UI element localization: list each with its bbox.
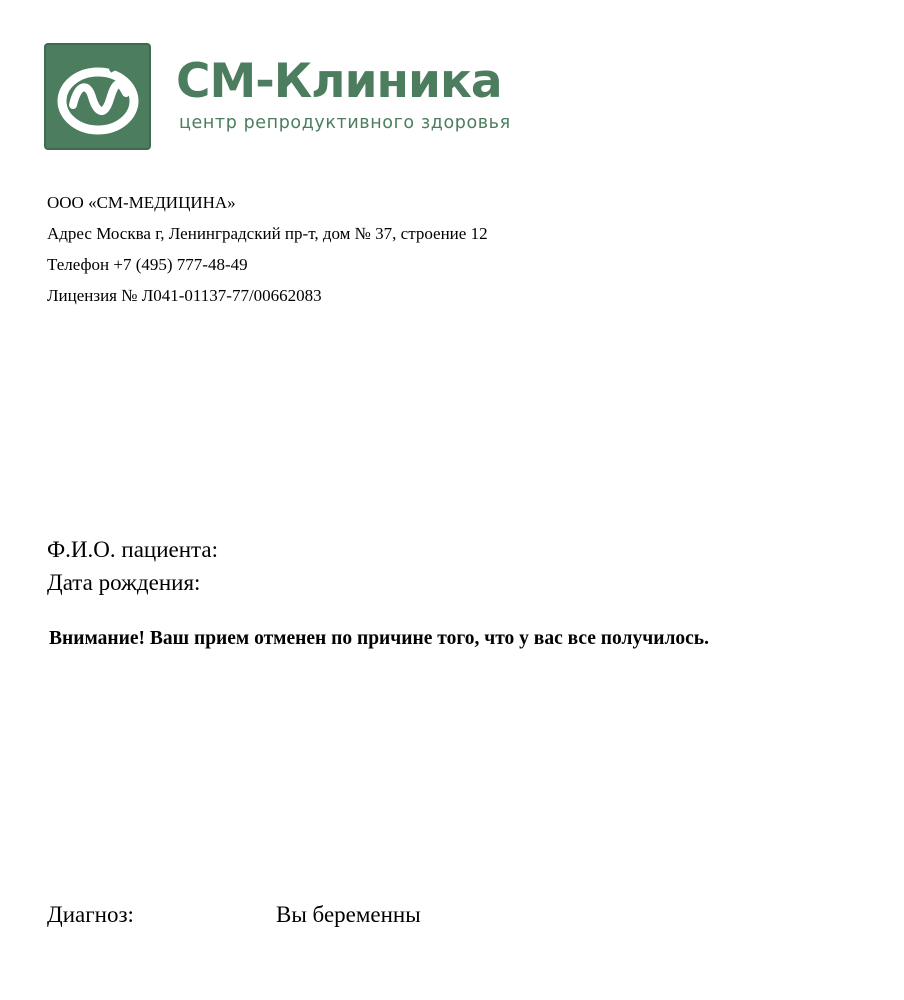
brand-name: СМ-Клиника bbox=[176, 54, 502, 109]
patient-fields bbox=[47, 533, 218, 599]
organization-phone: Телефон +7 (495) 777-48-49 bbox=[47, 255, 248, 274]
organization-name: ООО «СМ-МЕДИЦИНА» bbox=[47, 193, 236, 212]
patient-name-label: Ф.И.О. пациента: bbox=[47, 537, 218, 562]
snake-wave-logo-icon bbox=[46, 45, 149, 148]
organization-address: Адрес Москва г, Ленинградский пр-т, дом № 37, строение 12 bbox=[47, 224, 488, 243]
organization-details bbox=[47, 187, 488, 311]
clinic-logo bbox=[44, 43, 151, 150]
patient-birthdate-label: Дата рождения: bbox=[47, 570, 201, 595]
brand-tagline: центр репродуктивного здоровья bbox=[179, 113, 511, 133]
cancellation-notice: Внимание! Ваш прием отменен по причине того, что у вас все получилось. bbox=[49, 628, 709, 649]
diagnosis-label: Диагноз: bbox=[47, 902, 134, 927]
organization-license: Лицензия № Л041-01137-77/00662083 bbox=[47, 286, 322, 305]
diagnosis-value: Вы беременны bbox=[276, 902, 421, 927]
